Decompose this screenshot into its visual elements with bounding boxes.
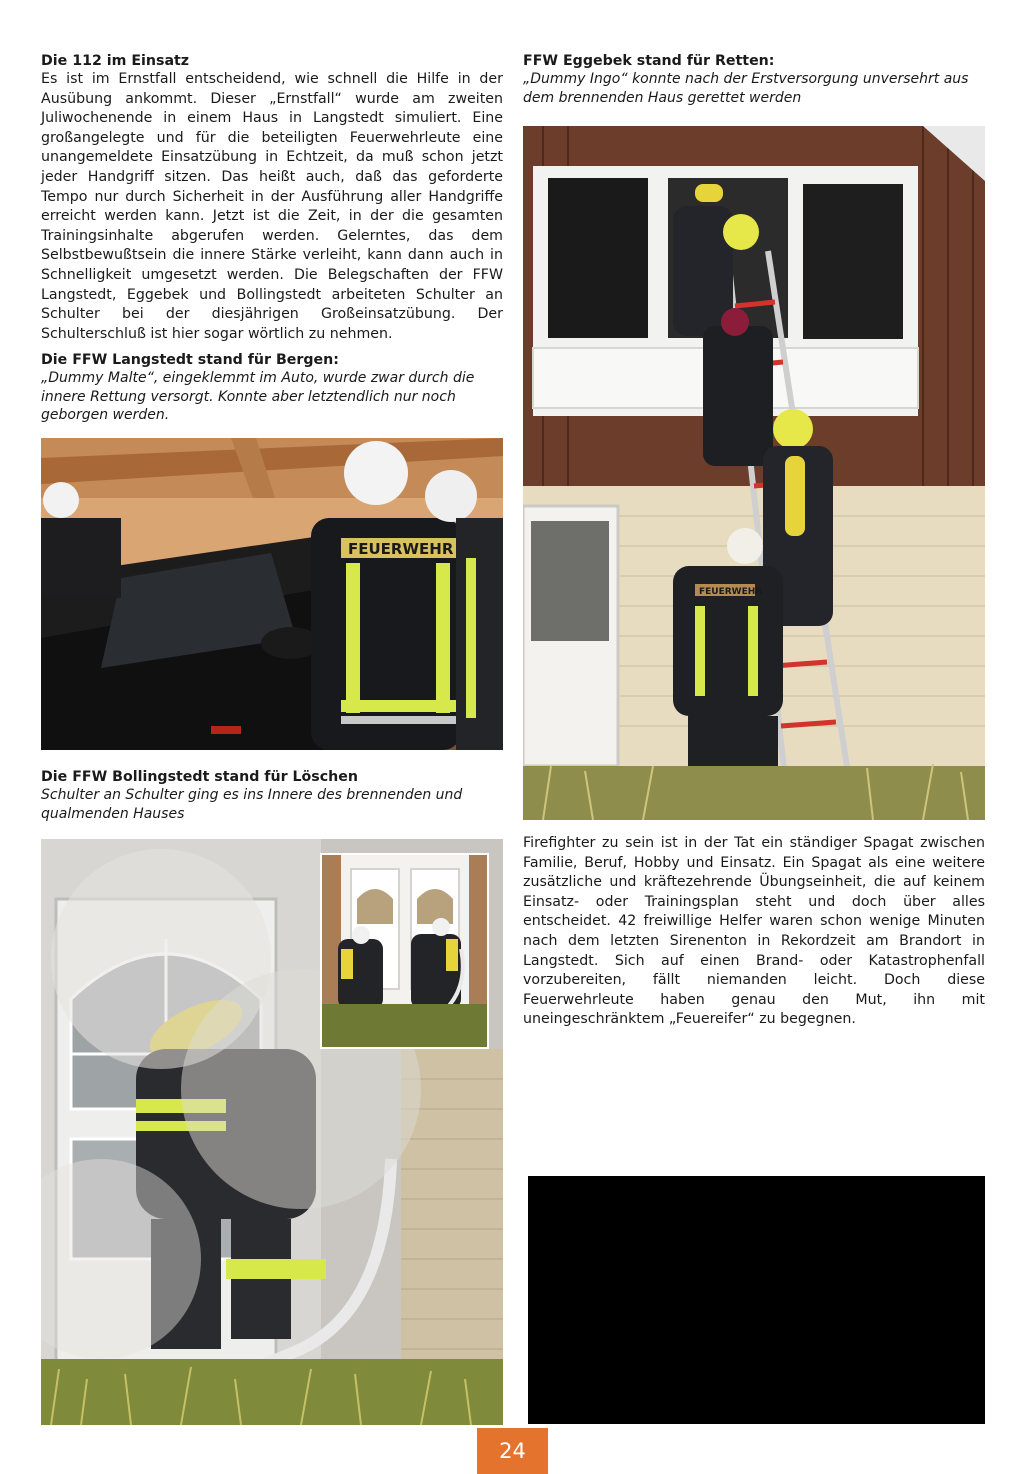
photo-ladder-rescue	[523, 126, 985, 820]
section-heading-langstedt: Die FFW Langstedt stand für Bergen:	[41, 352, 339, 368]
section-heading-112: Die 112 im Einsatz	[41, 53, 190, 69]
section-heading-eggebek: FFW Eggebek stand für Retten:	[523, 53, 775, 69]
black-placeholder-box	[528, 1176, 985, 1424]
feuerwehr-back-label-right: FEUERWEHR	[699, 587, 763, 597]
caption-bollingstedt: Schulter an Schulter ging es ins Innere des brennenden und qualmenden Hauses	[41, 787, 463, 822]
caption-langstedt: „Dummy Malte“, eingeklemmt im Auto, wurde zwar durch die innere Rettung versorgt. Konnte aber letztendlich nur noch geborgen werden.	[41, 370, 475, 424]
page-number: 24	[477, 1428, 548, 1474]
photo-car-rescue	[41, 438, 503, 750]
caption-eggebek: „Dummy Ingo“ konnte nach der Erstversorgung unversehrt aus dem brennenden Haus gerettet werden	[523, 71, 969, 106]
section-heading-bollingstedt: Die FFW Bollingstedt stand für Löschen	[41, 769, 358, 785]
intro-paragraph: Es ist im Ernstfall entscheidend, wie schnell die Hilfe in der Ausübung ankommt. Dieser „Ernstfall“ wurde am zweiten Juliwochenende in einem Haus in Langstedt simuliert. Eine großangelegte und für die beteiligten Feuerwehrleute eine unangemeldete Einsatzübung in Echtzeit, da muß schon jetzt jeder Handgriff sitzen. Das heißt auch, daß das geforderte Tempo nur durch Sicherheit in der Ausführung aller Handgriffe erreicht werden kann. Jetzt ist die Zeit, in der die gesamten Trainingsinhalte abgerufen werden. Gelerntes, das dem Selbstbewußtsein die innere Stärke verleiht, kann dann auch in Schnelligkeit umgesetzt werden. Die Belegschaften der FFW Langstedt, Eggebek und Bollingstedt arbeiteten Schulter an Schulter bei der diesjährigen Großeinsatzübung. Der Schulterschluß ist hier sogar wörtlich zu nehmen.	[41, 71, 503, 342]
photo-smoke-entry	[41, 839, 503, 1425]
feuerwehr-back-label: FEUERWEHR	[348, 540, 454, 558]
closing-paragraph: Firefighter zu sein ist in der Tat ein ständiger Spagat zwischen Familie, Beruf, Hobby und Einsatz. Ein Spagat als eine weitere zusätzliche und kräftezehrende Übungseinheit, die auf keinem Einsatz- oder Trainingsplan steht und doch über alles entscheidet. 42 freiwillige Helfer waren schon wenige Minuten nach dem letzten Sirenenton in Rekordzeit am Brandort in Langstedt. Sich auf einen Brand- oder Katastrophenfall vorzubereiten, fällt niemanden leicht. Doch diese Feuerwehrleute haben genau den Mut, ihn mit uneingeschränktem „Feuereifer“ zu begegnen.	[523, 835, 985, 1028]
